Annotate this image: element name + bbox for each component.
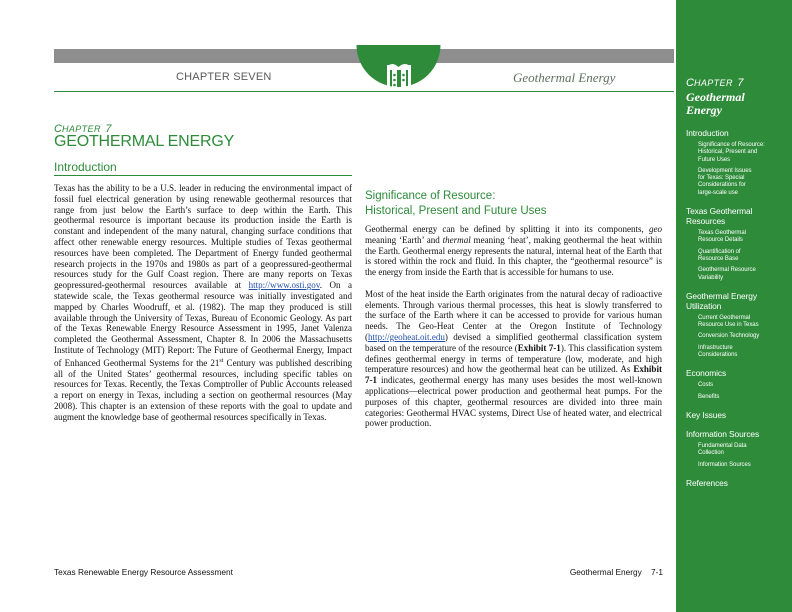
sidebar-subitem-development-issues[interactable]: Development Issues for Texas: Special Considerations for large-scale use [698, 167, 752, 196]
sidebar-item-references[interactable]: References [686, 477, 728, 488]
intro-paragraph [54, 183, 352, 423]
sig-p2-text-1: Most of the heat inside the Earth originates from the natural decay of radioactive elements. Through various thermal processes, this heat is slowly transferred to the surface of the Earth where it can be accessed to provide for various human needs. The Geo-Heat Center at the Oregon Institute of Technology ( [365, 288, 662, 342]
sidebar-subitem-infrastructure[interactable]: Infrastructure Considerations [698, 344, 738, 359]
exhibit-ref-1: Exhibit 7-1 [517, 342, 561, 353]
sig-p1-text-2: meaning ‘Earth’ and [365, 234, 443, 245]
page-number: 7-1 [651, 567, 663, 577]
chapter-running-title: Geothermal Energy [513, 70, 616, 85]
footer-chapter-title: Geothermal Energy [569, 567, 642, 577]
sig-p1-text-3: meaning ‘heat’, making geothermal the heat within the Earth. Geothermal energy represents the natural, internal heat of the Earth that is stored within the rock and fluid. In this chapter, the “geothermal resource” is the energy from inside the Earth that is accessible for humans to use. [365, 234, 662, 278]
sidebar-subitem-info-sources[interactable]: Information Sources [698, 461, 751, 468]
sidebar-item-texas-geothermal-resources[interactable]: Texas Geothermal Resources [686, 206, 753, 227]
sidebar-chapter-kicker [686, 76, 790, 89]
intro-rule [54, 175, 352, 176]
significance-paragraph-1 [365, 224, 662, 278]
term-geo: geo [648, 224, 662, 234]
sidebar-content [686, 76, 790, 492]
sidebar-item-utilization[interactable]: Geothermal Energy Utilization [686, 290, 757, 311]
intro-text-3: Century was published describing all of the United States’ geothermal resources, including specific tables on resources for Texas. Recently, the Texas Comptroller of Public Accounts released a report on energy in Texas, including a section on geothermal resources (May 2008). This chapter is an extension of these reports with the goal to update and augment the knowledge base of geothermal resources specifically in Texas. [54, 357, 352, 422]
sidebar-title [686, 91, 790, 116]
chapter-kicker-word: HAPTER [61, 124, 101, 134]
intro-text-2: . On a statewide scale, the Texas geothermal resource was initially investigated and mapped by Charles Woodruff, et al. (1982). The map they produced is still available through the University of Texas, Bureau of Economic Geology. As part of the Texas Renewable Energy Resource Assessment in 1995, Janet Valenza completed the Geothermal Assessment, Chapter 8. In 2006 the Massachusetts Institute of Technology (MIT) Report: The Future of Geothermal Energy, Impact of Enhanced Geothermal Systems for the 21 [54, 280, 353, 368]
sidebar-subitem-quantification[interactable]: Quantification of Resource Base [698, 248, 741, 262]
sidebar-subitem-fundamental-data[interactable]: Fundamental Data Collection [698, 442, 747, 457]
sidebar-subitem-significance[interactable]: Significance of Resource: Historical, Present and Future Uses [698, 142, 765, 163]
chapter-kicker-number: 7 [105, 123, 112, 135]
significance-heading-line1: Significance of Resource: [365, 190, 496, 202]
intro-superscript: st [219, 357, 224, 364]
footer-publication: Texas Renewable Energy Resource Assessment [54, 567, 233, 577]
significance-heading [365, 189, 662, 218]
intro-column [54, 183, 352, 433]
footer-page [555, 567, 663, 577]
term-thermal: thermal [442, 234, 471, 245]
significance-column [365, 224, 662, 440]
intro-text-1: Texas has the ability to be a U.S. leader in reducing the environmental impact of fossil fuel electrical generation by using renewable geothermal resources that range from just below the Earth’s surface to deep within the Earth. This geothermal resource is important because its production inside the Earth is constant and independent of the many natural, changing surface conditions that affect other renewable energy resources. Multiple studies of Texas geothermal resources have been completed. The Department of Energy funded geothermal research projects in the 1970s and 1980s as part of a geopressured-geothermal resources study for the Gulf Coast region. There are many reports on Texas geopressured-geothermal resources available at [54, 183, 352, 291]
significance-heading-line2: Historical, Present and Future Uses [365, 204, 547, 217]
sig-p1-text-1: Geothermal energy can be defined by splitting it into its components, [365, 224, 649, 234]
osti-link[interactable]: http://www.osti.gov [248, 280, 320, 291]
sidebar-subitem-conversion-technology[interactable]: Conversion Technology [698, 333, 760, 340]
sidebar-item-introduction[interactable]: Introduction [686, 128, 729, 138]
sidebar-subitem-current-use[interactable]: Current Geothermal Resource Use in Texas [698, 314, 759, 329]
exhibit-ref-2: Exhibit 7-1 [365, 364, 662, 386]
sidebar-kicker-number: 7 [737, 77, 744, 89]
sig-p2-text-4: indicates, geothermal energy has many uses besides the most well-known applications—electrical power production and geothermal heat pumps. For the purposes of this chapter, geothermal resources are divided into three main categories: Geothermal HVAC systems, Direct Use of heated water, and electrical power production. [365, 375, 662, 429]
chapter-sidebar [676, 0, 792, 612]
sidebar-title-line1: Geothermal [686, 90, 745, 104]
sidebar-subitem-costs[interactable]: Costs [698, 382, 714, 389]
chapter-label: CHAPTER SEVEN [176, 71, 272, 83]
sidebar-subitem-benefits[interactable]: Benefits [698, 393, 720, 400]
sidebar-subitem-variability[interactable]: Geothermal Resource Variability [698, 267, 756, 281]
sidebar-kicker-word: HAPTER [693, 78, 733, 88]
sig-p2-text-2: ) devised a simplified geothermal classification system based on the temperature of the resource ( [365, 331, 662, 353]
significance-paragraph-2 [365, 289, 662, 429]
geothermal-plant-icon [356, 45, 441, 105]
chapter-kicker-initial: C [54, 123, 62, 135]
sidebar-subitem-resource-details[interactable]: Texas Geothermal Resource Details [698, 230, 746, 244]
intro-heading: Introduction [54, 160, 117, 174]
geoheat-link[interactable]: http://geoheat.oit.edu [368, 331, 445, 342]
sidebar-title-line2: Energy [686, 102, 722, 117]
sig-p2-text-3: ). This classification system defines geothermal energy in terms of temperature (low, moderate, and high temperature resources) and how the geothermal heat can be utilized. As [365, 342, 662, 375]
sidebar-kicker-initial: C [686, 77, 694, 89]
page-title: GEOTHERMAL ENERGY [54, 133, 235, 150]
sidebar-item-economics[interactable]: Economics [686, 368, 727, 379]
sidebar-item-information-sources[interactable]: Information Sources [686, 428, 760, 439]
sidebar-item-key-issues[interactable]: Key Issues [686, 409, 726, 420]
